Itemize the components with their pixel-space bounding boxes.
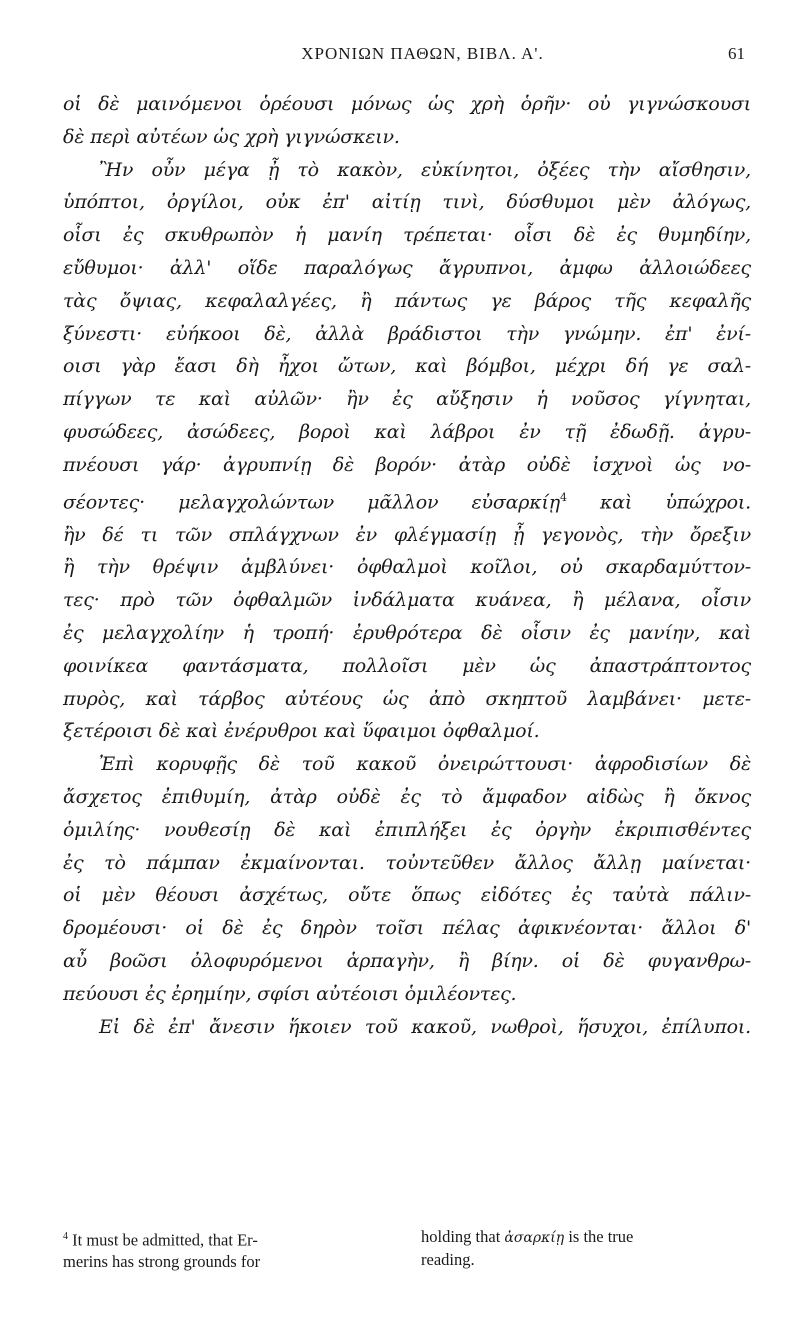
footnote-greek-word: ἀσαρκίῃ: [504, 1230, 565, 1246]
text-line: πνέουσι γάρ· ἀγρυπνίῃ δὲ βορόν· ἀτὰρ οὐδὲ ἰσχνοὶ ὡς νο-: [63, 453, 751, 476]
body-text: [63, 88, 751, 1043]
footnote-number: 4: [63, 1231, 68, 1242]
text-line: ἐς τὸ πάμπαν ἐκμαίνονται. τοὐντεῦθεν ἄλλος ἄλλῃ μαίνεται·: [63, 851, 751, 874]
footnote-reference[interactable]: 4: [559, 490, 567, 504]
text-line: ἢν δέ τι τῶν σπλάγχνων ἐν φλέγμασίῃ ᾖ γεγονὸς, τὴν ὄρεξιν: [63, 523, 751, 546]
text-segment: σέοντες· μελαγχολώντων μᾶλλον εὐσαρκίῃ: [63, 490, 560, 513]
paragraph-start-line: Ἢν οὖν μέγα ᾖ τὸ κακὸν, εὐκίνητοι, ὀξέες τὴν αἴσθησιν,: [99, 158, 751, 181]
text-line: οισι γὰρ ἔασι δὴ ἦχοι ὤτων, καὶ βόμβοι, μέχρι δή γε σαλ-: [63, 355, 751, 378]
text-line-with-footnote: [63, 482, 751, 519]
footnote-text: holding that: [421, 1227, 505, 1246]
text-line: πίγγων τε καὶ αὐλῶν· ἢν ἐς αὔξησιν ἡ νοῦσος γίγνηται,: [63, 388, 751, 411]
footnote-line: merins has strong grounds for: [63, 1251, 261, 1271]
text-line: αὖ βοῶσι ὀλοφυρόμενοι ἁρπαγὴν, ἢ βίην. οἱ δὲ φυγανθρω-: [63, 950, 751, 973]
text-line: ἐς μελαγχολίην ἡ τροπή· ἐρυθρότερα δὲ οἷσιν ἐς μανίην, καὶ: [63, 622, 751, 645]
footnote-column-right: [421, 1226, 751, 1272]
text-line: ξετέροισι δὲ καὶ ἐνέρυθροι καὶ ὕφαιμοι ὀφθαλμοί.: [63, 720, 540, 743]
footnote-column-left: [63, 1226, 393, 1272]
footnote-text: is the true: [564, 1227, 634, 1246]
text-line: φοινίκεα φαντάσματα, πολλοῖσι μὲν ὡς ἀπαστράπτοντος: [63, 654, 751, 677]
text-line: τες· πρὸ τῶν ὀφθαλμῶν ἰνδάλματα κυάνεα, ἢ μέλανα, οἷσιν: [63, 589, 751, 612]
page-header: [100, 44, 745, 70]
footnote: [63, 1226, 751, 1272]
text-line: πεύουσι ἐς ἐρημίην, σφίσι αὐτέοισι ὁμιλέοντες.: [63, 982, 517, 1005]
text-line: ξύνεστι· εὐήκοοι δὲ, ἀλλὰ βράδιστοι τὴν γνώμην. ἐπ' ἐνί-: [63, 322, 751, 345]
text-segment: καὶ ὑπώχροι.: [566, 490, 751, 513]
text-line: οἱ δὲ μαινόμενοι ὁρέουσι μόνως ὡς χρὴ ὁρῆν· οὐ γιγνώσκουσι: [63, 93, 751, 115]
paragraph-start-line: Ἐπὶ κορυφῇς δὲ τοῦ κακοῦ ὀνειρώττουσι· ἀφροδισίων δὲ: [99, 753, 751, 776]
text-line: πυρὸς, καὶ τάρβος αὐτέους ὡς ἀπὸ σκηπτοῦ λαμβάνει· μετε-: [63, 687, 751, 710]
text-line: δὲ περὶ αὐτέων ὡς χρὴ γιγνώσκειν.: [63, 125, 400, 148]
footnote-line: reading.: [421, 1250, 475, 1269]
paragraph-start-line: Εἰ δὲ ἐπ' ἄνεσιν ἥκοιεν τοῦ κακοῦ, νωθροὶ, ἥσυχοι, ἐπίλυποι.: [99, 1015, 751, 1038]
text-line: τὰς ὄψιας, κεφαλαλγέες, ἢ πάντως γε βάρος τῆς κεφαλῆς: [63, 289, 751, 312]
footnote-line: [63, 1226, 393, 1251]
text-line: φυσώδεες, ἀσώδεες, βοροὶ καὶ λάβροι ἐν τῇ ἐδωδῇ. ἀγρυ-: [63, 420, 751, 443]
text-line: ἄσχετος ἐπιθυμίη, ἀτὰρ οὐδὲ ἐς τὸ ἄμφαδον αἰδὼς ἢ ὄκνος: [63, 786, 751, 809]
text-line: ὁμιλίης· νουθεσίῃ δὲ καὶ ἐπιπλήξει ἐς ὀργὴν ἐκριπισθέντες: [63, 818, 751, 841]
running-head: ΧΡΟΝΙΩΝ ΠΑΘΩΝ, ΒΙΒΛ. Α'.: [301, 44, 544, 63]
text-line: ὑπόπτοι, ὀργίλοι, οὐκ ἐπ' αἰτίῃ τινὶ, δύσθυμοι μὲν ἀλόγως,: [63, 191, 751, 214]
footnote-text: It must be admitted, that Er-: [72, 1230, 258, 1250]
text-line: δρομέουσι· οἱ δὲ ἐς δηρὸν τοῖσι πέλας ἀφικνέονται· ἄλλοι δ': [63, 917, 751, 940]
footnote-columns: [63, 1226, 751, 1272]
page-number: 61: [728, 44, 745, 63]
text-line: εὔθυμοι· ἀλλ' οἵδε παραλόγως ἄγρυπνοι, ἀμφω ἀλλοιώδεες: [63, 256, 751, 279]
text-line: οἷσι ἐς σκυθρωπὸν ἡ μανίη τρέπεται· οἷσι δὲ ἐς θυμηδίην,: [63, 224, 751, 247]
footnote-line: [421, 1226, 751, 1249]
text-line: οἱ μὲν θέουσι ἀσχέτως, οὔτε ὅπως εἰδότες ἐς ταὐτὰ πάλιν-: [63, 884, 751, 907]
text-line: ἢ τὴν θρέψιν ἀμβλύνει· ὀφθαλμοὶ κοῖλοι, οὐ σκαρδαμύττον-: [63, 556, 751, 579]
